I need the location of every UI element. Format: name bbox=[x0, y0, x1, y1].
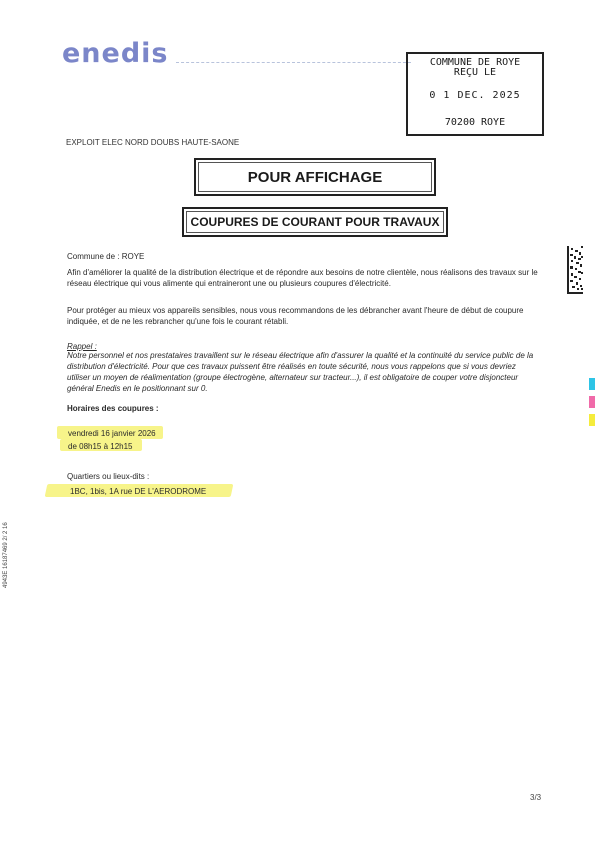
cyan-mark bbox=[589, 378, 595, 390]
printer-color-marks bbox=[589, 378, 595, 432]
logo-divider bbox=[176, 62, 411, 63]
rappel-heading: Rappel : bbox=[67, 342, 97, 351]
intro-paragraph: Afin d'améliorer la qualité de la distribution électrique et de répondre aux besoins de notre clientèle, nous réalisons des travaux sur le réseau électrique qui vous alimente qui entraineront une ou plusieurs coupures d'électricité. bbox=[67, 268, 538, 288]
pour-affichage-title: POUR AFFICHAGE bbox=[194, 158, 436, 196]
page-number: 3/3 bbox=[530, 793, 542, 802]
stamp-postcode: 70200 ROYE bbox=[444, 117, 506, 128]
coupures-title: COUPURES DE COURANT POUR TRAVAUX bbox=[182, 207, 448, 237]
horaires-heading: Horaires des coupures : bbox=[67, 404, 159, 413]
reception-stamp bbox=[406, 52, 544, 136]
stamp-recu: REÇU LE bbox=[453, 67, 497, 78]
yellow-mark bbox=[589, 414, 595, 426]
quartiers-heading: Quartiers ou lieux-dits : bbox=[67, 472, 150, 481]
commune-line: Commune de : ROYE bbox=[67, 252, 145, 261]
advice-paragraph: Pour protéger au mieux vos appareils sensibles, nous vous recommandons de les débrancher avant l'heure de début de coupure indiquée, et de ne les rebrancher qu'une fois le courant rétabli. bbox=[67, 306, 524, 326]
magenta-mark bbox=[589, 396, 595, 408]
datamatrix-code bbox=[567, 246, 583, 294]
rappel-paragraph: Notre personnel et nos prestataires travaillent sur le réseau électrique afin d'assurer la qualité et la continuité du service public de la distribution d'électricité. Pour que ces travaux puissent être réalisés en toute sécurité, nous vous rappelons que si vous devriez utiliser un moyen de réalimentation (groupe électrogène, alternateur sur tracteur...), il est obligatoire de couper votre disjoncteur général Enedis en le positionnant sur 0. bbox=[67, 351, 534, 393]
exploitation-label: EXPLOIT ELEC NORD DOUBS HAUTE-SAONE bbox=[66, 138, 240, 147]
outage-date: vendredi 16 janvier 2026 bbox=[68, 429, 156, 438]
outage-time: de 08h15 à 12h15 bbox=[68, 442, 133, 451]
stamp-date: 0 1 DEC. 2025 bbox=[429, 90, 521, 101]
stamp-commune: COMMUNE DE ROYE bbox=[429, 57, 521, 68]
side-reference-code: 4943E 16187469 2/ 2 16 bbox=[3, 522, 9, 588]
enedis-logo: enedis bbox=[62, 38, 169, 69]
outage-address: 1BC, 1bis, 1A rue DE L'AERODROME bbox=[70, 487, 207, 496]
